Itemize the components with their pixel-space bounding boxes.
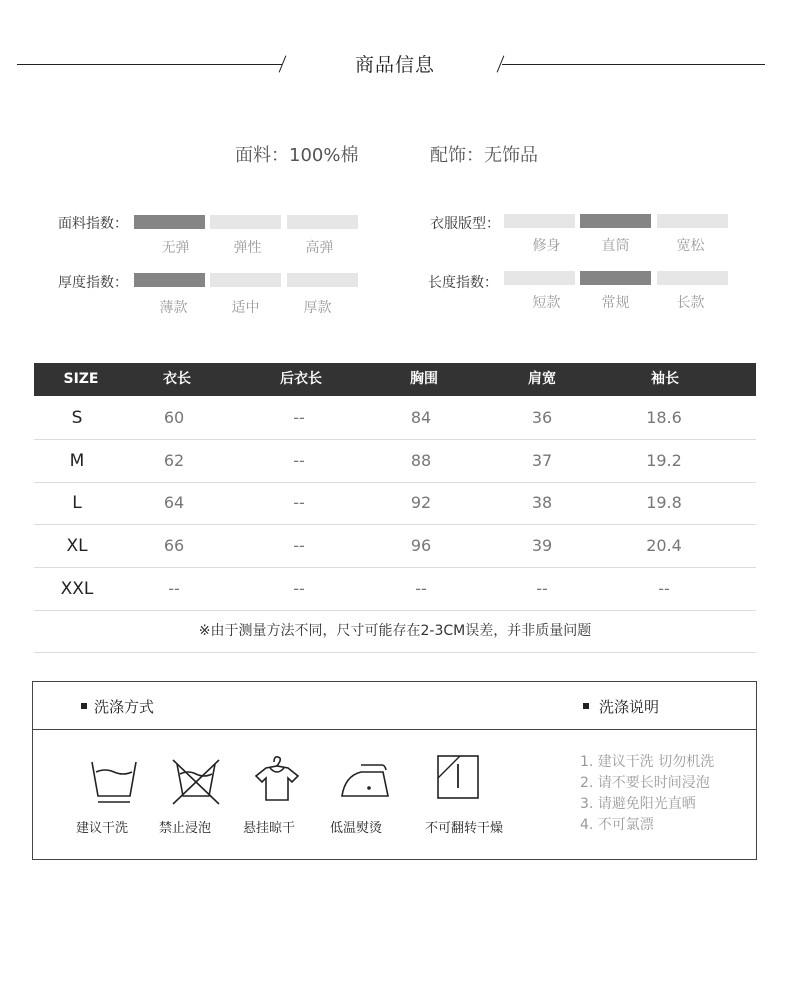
index-bar: [210, 273, 281, 287]
index-bar-selected: [134, 215, 205, 229]
index-bar-selected: [134, 273, 205, 287]
table-row: [34, 568, 756, 611]
icon-label: 建议干洗: [75, 821, 128, 836]
no-soak-icon: [169, 758, 223, 806]
size-table-header: [34, 363, 756, 396]
header-size: SIZE: [63, 371, 99, 387]
index-bar-selected: [580, 214, 651, 228]
measurement-note: ※由于测量方法不同，尺寸可能存在2-3CM误差，并非质量问题: [34, 611, 756, 653]
index-label: 衣服版型：: [430, 216, 500, 232]
wash-instruction: 2. 请不要长时间浸泡: [580, 775, 710, 791]
index-bar: [210, 215, 281, 229]
table-row: [34, 525, 756, 568]
cell-size: XL: [66, 536, 88, 556]
accessory-info: 配饰：无饰品: [430, 145, 538, 166]
index-option: 无弹: [161, 240, 190, 256]
icon-label: 悬挂晾干: [242, 821, 295, 836]
cell-sleeve: --: [658, 579, 670, 598]
index-option: 弹性: [233, 240, 262, 256]
bullet-icon: [81, 703, 87, 709]
header-length: 衣长: [163, 371, 191, 387]
table-row: [34, 482, 756, 525]
cell-length: --: [168, 579, 180, 598]
header-shoulder: 肩宽: [528, 371, 556, 387]
index-option: 直筒: [601, 238, 630, 254]
hang-dry-icon: [252, 754, 302, 804]
index-option: 修身: [532, 238, 561, 254]
header-chest: 胸围: [410, 371, 438, 387]
wash-care-header: [33, 682, 756, 730]
wash-method-title: 洗涤方式: [94, 698, 155, 716]
fabric-info: 面料：100%棉: [235, 145, 359, 166]
cell-length: 60: [163, 408, 185, 427]
table-row: [34, 397, 756, 440]
cell-length: 64: [163, 493, 185, 512]
cell-chest: 96: [410, 536, 432, 555]
bullet-icon: [583, 703, 589, 709]
low-iron-icon: [339, 760, 393, 800]
index-option: 长款: [676, 295, 705, 311]
index-option: 短款: [532, 295, 561, 311]
index-label: 厚度指数：: [58, 275, 128, 291]
cell-chest: 92: [410, 493, 432, 512]
index-option: 常规: [601, 295, 630, 311]
cell-sleeve: 20.4: [646, 536, 682, 555]
index-label: 面料指数：: [58, 216, 128, 232]
cell-back-length: --: [293, 579, 305, 598]
cell-size: S: [71, 408, 83, 428]
icon-label: 不可翻转干燥: [424, 821, 503, 836]
index-bar: [287, 215, 358, 229]
cell-size: XXL: [60, 579, 94, 599]
cell-sleeve: 19.8: [646, 493, 682, 512]
hand-wash-icon: [89, 758, 139, 804]
cell-chest: 84: [410, 408, 432, 427]
cell-chest: --: [415, 579, 427, 598]
cell-sleeve: 18.6: [646, 408, 682, 427]
index-option: 薄款: [159, 300, 188, 316]
index-bar: [657, 271, 728, 285]
cell-shoulder: 38: [531, 493, 553, 512]
wash-instruction: 3. 请避免阳光直晒: [580, 796, 696, 812]
cell-shoulder: 39: [531, 536, 553, 555]
cell-shoulder: --: [536, 579, 548, 598]
wash-instruction: 1. 建议干洗 切勿机洗: [580, 754, 715, 770]
index-bar: [657, 214, 728, 228]
header-line-right: [502, 64, 765, 65]
cell-shoulder: 37: [531, 451, 553, 470]
cell-shoulder: 36: [531, 408, 553, 427]
table-row: [34, 440, 756, 483]
index-bar: [504, 214, 575, 228]
no-tumble-dry-icon: [436, 754, 480, 800]
wash-care-box: [32, 681, 757, 860]
icon-label: 禁止浸泡: [158, 821, 211, 836]
index-option: 高弹: [305, 240, 334, 256]
cell-back-length: --: [293, 493, 305, 512]
header-sleeve: 袖长: [651, 371, 679, 387]
cell-sleeve: 19.2: [646, 451, 682, 470]
index-option: 宽松: [676, 238, 705, 254]
wash-desc-title: 洗涤说明: [599, 698, 660, 716]
index-bar: [504, 271, 575, 285]
index-bar-selected: [580, 271, 651, 285]
wash-instruction: 4. 不可氯漂: [580, 817, 654, 833]
cell-length: 62: [163, 451, 185, 470]
cell-size: L: [72, 493, 82, 513]
cell-back-length: --: [293, 451, 305, 470]
header-back-length: 后衣长: [280, 371, 322, 387]
index-option: 厚款: [303, 300, 332, 316]
cell-back-length: --: [293, 536, 305, 555]
cell-chest: 88: [410, 451, 432, 470]
cell-back-length: --: [293, 408, 305, 427]
index-option: 适中: [231, 300, 260, 316]
page-title: 商品信息: [354, 54, 435, 76]
cell-length: 66: [163, 536, 185, 555]
icon-label: 低温熨烫: [329, 821, 382, 836]
cell-size: M: [69, 451, 85, 471]
index-label: 长度指数：: [428, 275, 498, 291]
index-bar: [287, 273, 358, 287]
